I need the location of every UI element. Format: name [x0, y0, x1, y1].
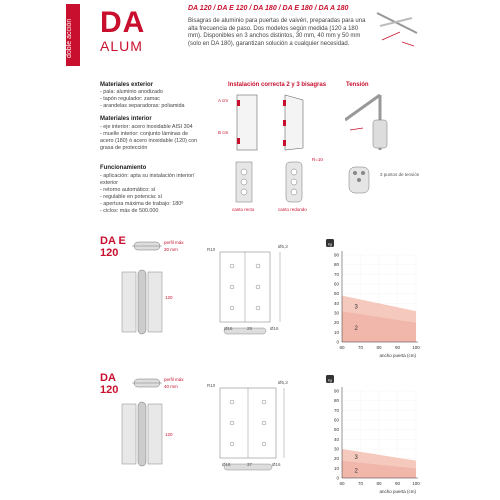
y-tick-label: 60	[333, 417, 339, 423]
dim-a-label: A cm	[218, 98, 229, 103]
door-swing-illustration	[372, 8, 422, 50]
list-item: - pala: aluminio anodizado	[100, 89, 163, 95]
install-title: Instalación correcta 2 y 3 bisagras	[228, 82, 327, 88]
materials-ext-title: Materiales exterior	[100, 82, 154, 88]
y-tick-label: 0	[336, 475, 339, 481]
y-tick-label: 10	[333, 329, 339, 335]
corner-details	[228, 158, 323, 210]
series-label: 3	[354, 455, 358, 462]
install-doors-illustration	[215, 90, 325, 155]
x-tick-label: 100	[412, 345, 420, 350]
y-tick-label: 40	[333, 436, 339, 442]
model1-size: 120	[100, 247, 119, 259]
x-tick-label: 70	[357, 345, 364, 350]
x-tick-label: 70	[357, 481, 364, 486]
model2-height-label: 120	[165, 432, 173, 437]
tension-illustration	[345, 90, 400, 160]
list-item: - eje interior: acero inoxidable AISI 304	[100, 124, 193, 130]
y-tick-label: 80	[333, 398, 339, 404]
model1-profile-line1: perfil máx	[164, 240, 184, 245]
y-tick-label: 0	[336, 339, 339, 345]
x-tick-label: 60	[339, 481, 345, 486]
model2-bottom-right: Ø16	[272, 462, 281, 467]
model1-code: DA E	[100, 235, 126, 247]
x-tick-label: 80	[376, 481, 382, 486]
list-item: - apertura máxima de trabajo: 180º	[100, 201, 184, 207]
corner-straight-label: canto recto	[232, 207, 255, 212]
y-axis-label: kg	[328, 378, 332, 383]
list-item: - tapón regulador: zamac	[100, 96, 160, 102]
series-label: 3	[354, 304, 358, 311]
x-axis-label: ancho puerta (cm)	[379, 353, 416, 358]
series-label: 2	[354, 468, 358, 475]
y-tick-label: 90	[333, 388, 339, 394]
x-tick-label: 90	[394, 345, 401, 350]
tension-points-label: 3 puntos de tensión	[380, 172, 420, 177]
model2-profile-line2: 40 mm	[164, 384, 178, 389]
model2-profile-line1: perfil máx	[164, 377, 184, 382]
function-list	[100, 173, 194, 215]
model2-hole-label: Ø5,3	[278, 380, 288, 385]
model2-size: 120	[100, 384, 119, 396]
y-tick-label: 20	[333, 320, 339, 326]
function-title: Funcionamiento	[100, 165, 147, 171]
series-label: 2	[354, 325, 358, 332]
model2-r-label: R10	[207, 383, 216, 388]
y-tick-label: 10	[333, 465, 339, 471]
materials-int-list	[100, 124, 197, 152]
materials-ext-list	[100, 89, 185, 110]
y-tick-label: 20	[333, 456, 339, 462]
model1-height-label: 120	[165, 295, 173, 300]
x-tick-label: 60	[339, 345, 345, 350]
model2-hinge-3d	[118, 400, 170, 470]
tension-screw-icon	[345, 163, 375, 198]
r-label: R=10	[312, 157, 323, 162]
model1-hole-label: Ø5,3	[278, 244, 288, 249]
list-item: - aplicación: apta su instalación interior/	[100, 173, 195, 179]
y-tick-label: 30	[333, 310, 339, 316]
y-tick-label: 90	[333, 252, 339, 258]
product-description: Bisagras de aluminio para puertas de vaivén, preparadas para una alta frecuencia de paso. Dos modelos según medida (120 a 180 mm). Disponibles en 3 anchos distintos, 30 mm, 40 mm y 50 mm (solo en DA 180), garantizan solución a cualquier necesidad.	[188, 18, 366, 47]
list-item: grasa de protección	[100, 145, 148, 151]
x-axis-label: ancho puerta (cm)	[379, 489, 416, 494]
model2-bottom-left: Ø16	[222, 462, 231, 467]
models-list: DA 120 / DA E 120 / DA 180 / DA E 180 / DA A 180	[188, 5, 349, 12]
model2-code: DA	[100, 372, 116, 384]
load-chart-1	[322, 237, 422, 360]
y-tick-label: 60	[333, 281, 339, 287]
y-tick-label: 70	[333, 271, 339, 277]
list-item: - muelle interior: conjunto láminas de	[100, 131, 189, 137]
y-tick-label: 50	[333, 427, 339, 433]
model1-bottom-left: Ø16	[224, 326, 233, 331]
model1-profile-line2: 30 mm	[164, 247, 178, 252]
materials-int-title: Materiales interior	[100, 116, 152, 122]
model1-bottom-right: Ø16	[270, 326, 279, 331]
y-axis-label: kg	[328, 242, 332, 247]
brand-code: DA	[100, 6, 146, 39]
list-item: - retorno automático: sí	[100, 187, 156, 193]
model1-r-label: R10	[207, 247, 216, 252]
x-tick-label: 80	[376, 345, 382, 350]
list-item: - regulable en potencia: sí	[100, 194, 163, 200]
dim-b-label: B cm	[218, 130, 229, 135]
list-item: - ciclos: más de 500.000	[100, 208, 159, 214]
list-item: - arandelas separadoras: poliamida	[100, 103, 185, 109]
model1-bottom-mid: 25	[247, 326, 253, 331]
corner-round-label: canto redondo	[278, 207, 307, 212]
x-tick-label: 100	[412, 481, 420, 486]
y-tick-label: 40	[333, 300, 339, 306]
y-tick-label: 70	[333, 407, 339, 413]
load-chart-2	[322, 373, 422, 496]
side-tab-label: doble acción	[66, 18, 73, 58]
brand-name: ALUM	[100, 38, 143, 54]
x-tick-label: 90	[394, 481, 401, 486]
tension-title: Tensión	[346, 82, 369, 88]
model2-bottom-mid: 37	[247, 462, 253, 467]
model1-hinge-3d	[118, 268, 170, 338]
y-tick-label: 50	[333, 291, 339, 297]
y-tick-label: 30	[333, 446, 339, 452]
y-tick-label: 80	[333, 262, 339, 268]
list-item: exterior	[100, 180, 118, 186]
list-item: acero (180) ó acero inoxidable (120) con	[100, 138, 198, 144]
